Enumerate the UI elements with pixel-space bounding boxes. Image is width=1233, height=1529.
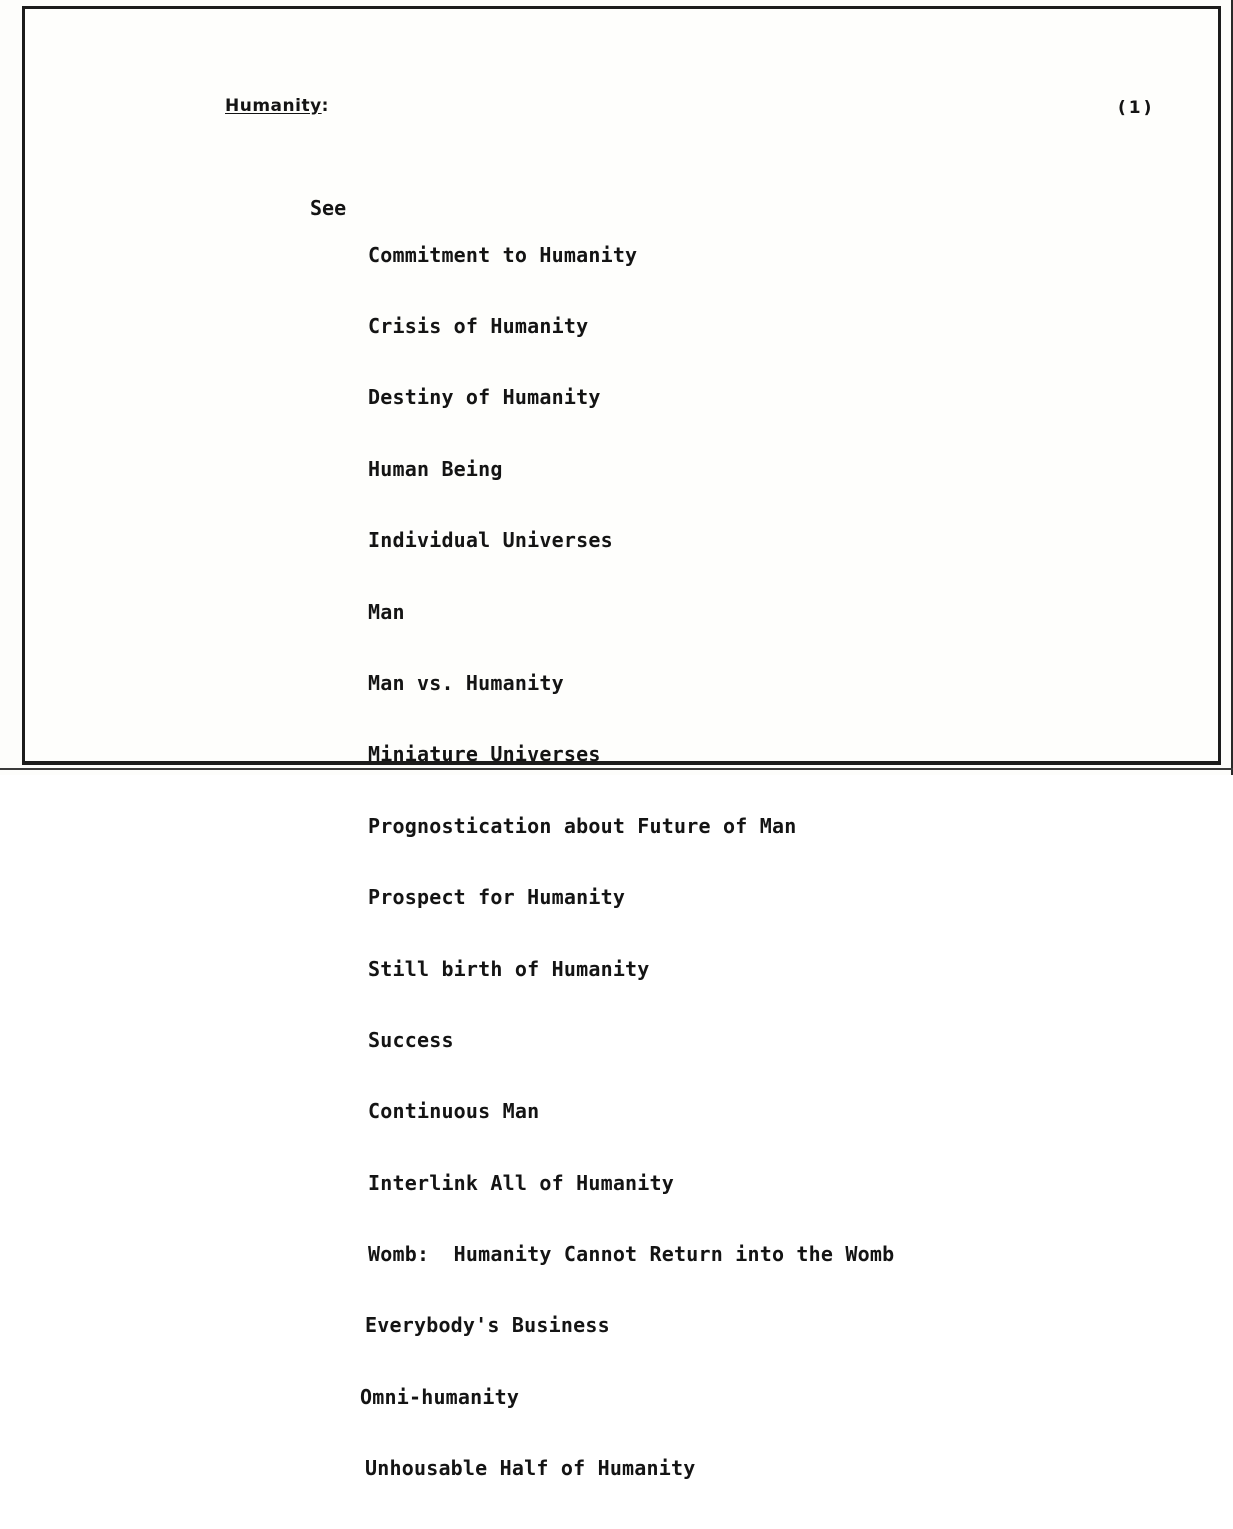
list-item: Man (368, 599, 405, 624)
list-item: Individual Universes (368, 528, 613, 553)
list-item: Continuous Man (368, 1099, 540, 1124)
see-label: See (310, 196, 347, 220)
list-item: Crisis of Humanity (368, 313, 589, 338)
list-item: Womb: Humanity Cannot Return into the Womb (368, 1242, 895, 1267)
list-item: Omni-humanity (360, 1384, 520, 1409)
list-item: Prognostication about Future of Man (368, 813, 797, 838)
heading-colon: : (321, 96, 329, 116)
list-item: Everybody's Business (365, 1313, 610, 1338)
list-item: Still birth of Humanity (368, 956, 650, 981)
page-number: (1) (1118, 98, 1155, 118)
list-item: Success (368, 1027, 454, 1052)
list-item: Prospect for Humanity (368, 885, 626, 910)
list-item: Unhousable Half of Humanity (365, 1456, 696, 1481)
list-item: Destiny of Humanity (368, 385, 601, 410)
card-heading (225, 96, 329, 116)
list-item: Commitment to Humanity (368, 242, 638, 267)
heading-word: Humanity (225, 96, 322, 116)
list-item: Interlink All of Humanity (368, 1170, 675, 1195)
cross-reference-list (360, 196, 895, 1529)
list-item: Human Being (368, 456, 503, 481)
list-item: Miniature Universes (368, 742, 601, 767)
list-item: Man vs. Humanity (368, 670, 564, 695)
